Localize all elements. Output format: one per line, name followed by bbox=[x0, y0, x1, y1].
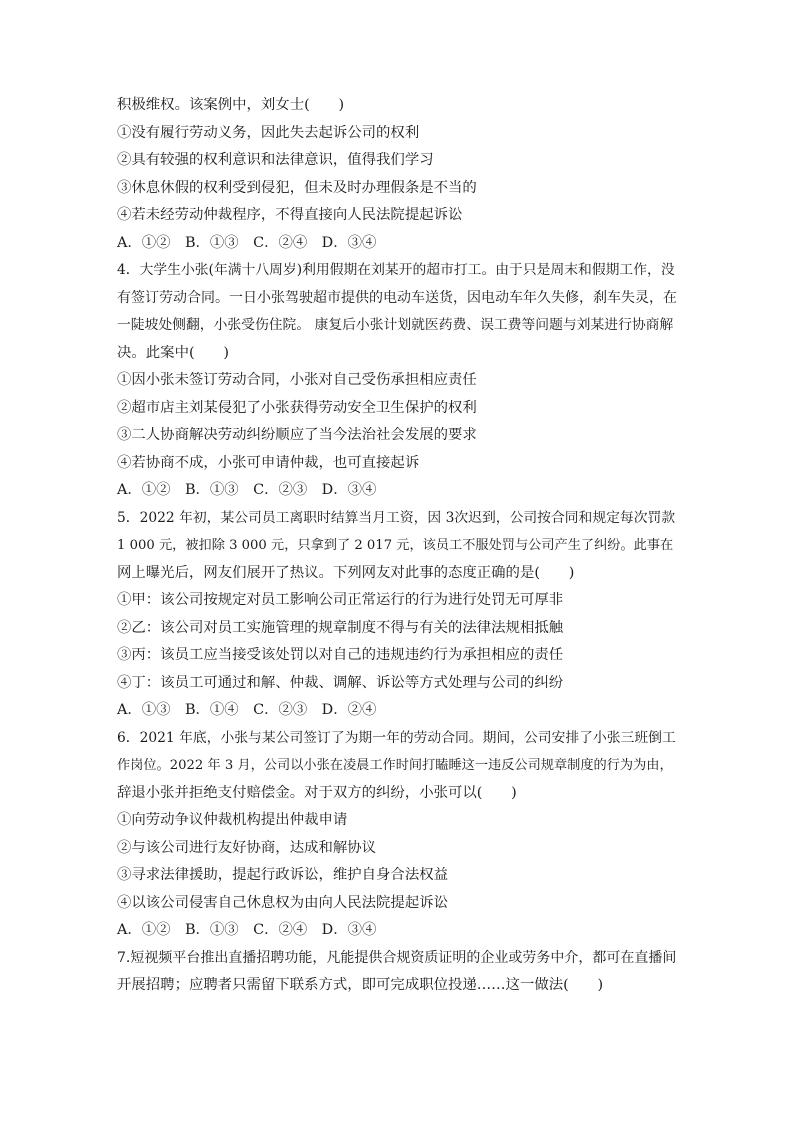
question-4-item-1: ①因小张未签订劳动合同，小张对自己受伤承担相应责任 bbox=[117, 372, 477, 388]
question-4-item-3: ③二人协商解决劳动纠纷顺应了当今法治社会发展的要求 bbox=[117, 427, 477, 443]
question-5-options: A．①③ B．①④ C．②③ D．②④ bbox=[117, 702, 377, 718]
question-3-item-2: ②具有较强的权利意识和法律意识，值得我们学习 bbox=[117, 152, 434, 168]
question-6-options: A．①② B．①③ C．②④ D．③④ bbox=[117, 922, 377, 938]
question-5-stem-line-1: 5．2022 年初，某公司员工离职时结算当月工资，因 3次迟到，公司按合同和规定每次罚款 bbox=[117, 509, 676, 526]
question-5-item-2: ②乙：该公司对员工实施管理的规章制度不得与有关的法律法规相抵触 bbox=[117, 619, 564, 636]
question-4-stem-line-4: 决。此案中( ) bbox=[117, 344, 229, 361]
question-6-stem-line-2: 作岗位。2022 年 3 月，公司以小张在凌晨工作时间打瞌睡这一违反公司规章制度的行为为由， bbox=[117, 758, 673, 773]
question-4-item-4: ④若协商不成，小张可申请仲裁，也可直接起诉 bbox=[117, 454, 420, 471]
question-5-item-1: ①甲：该公司按规定对员工影响公司正常运行的行为进行处罚无可厚非 bbox=[117, 592, 564, 608]
question-5 bbox=[117, 505, 679, 725]
question-4-stem-line-2: 有签订劳动合同。一日小张驾驶超市提供的电动车送货，因电动车年久失修，刹车失灵，在 bbox=[117, 289, 677, 306]
question-6-stem-line-3: 辞退小张并拒绝支付赔偿金。对于双方的纠纷，小张可以( ) bbox=[117, 784, 517, 801]
question-3-stem: 积极维权。该案例中，刘女士( ) bbox=[117, 97, 345, 113]
question-3 bbox=[117, 92, 679, 257]
question-3-item-1: ①没有履行劳动义务，因此失去起诉公司的权利 bbox=[117, 124, 420, 141]
question-4-stem-line-3: 一陡坡处侧翻，小张受伤住院。 康复后小张计划就医药费、误工费等问题与刘某进行协商解 bbox=[117, 317, 674, 333]
question-4-options: A．①② B．①③ C．②③ D．③④ bbox=[117, 482, 377, 498]
question-6-item-1: ①向劳动争议仲裁机构提出仲裁申请 bbox=[117, 812, 348, 828]
question-4 bbox=[117, 257, 679, 505]
question-7-stem-line-1: 7.短视频平台推出直播招聘功能，凡能提供合规资质证明的企业或劳务中介，都可在直播间 bbox=[117, 949, 677, 966]
question-5-item-3: ③丙：该员工应当接受该处罚以对自己的违规违约行为承担相应的责任 bbox=[117, 647, 564, 663]
question-4-item-2: ②超市店主刘某侵犯了小张获得劳动安全卫生保护的权利 bbox=[117, 399, 477, 416]
question-7 bbox=[117, 945, 679, 1000]
question-3-item-3: ③休息休假的权利受到侵犯，但未及时办理假条是不当的 bbox=[117, 179, 477, 196]
question-6-item-3: ③寻求法律援助，提起行政诉讼，维护自身合法权益 bbox=[117, 867, 448, 883]
question-5-stem-line-2: 1 000 元，被扣除 3 000 元，只拿到了 2 017 元，该员工不服处罚与公司产生了纠纷。此事在 bbox=[117, 538, 674, 553]
question-6-stem-line-1: 6．2021 年底，小张与某公司签订了为期一年的劳动合同。期间，公司安排了小张三班倒工 bbox=[117, 729, 676, 746]
question-5-stem-line-3: 网上曝光后，网友们展开了热议。下列网友对此事的态度正确的是( ) bbox=[117, 564, 575, 581]
question-3-item-4: ④若未经劳动仲裁程序，不得直接向人民法院提起诉讼 bbox=[117, 207, 463, 223]
question-3-options: A．①② B．①③ C．②④ D．③④ bbox=[117, 234, 377, 251]
question-6-item-2: ②与该公司进行友好协商，达成和解协议 bbox=[117, 839, 377, 856]
question-6-item-4: ④以该公司侵害自己休息权为由向人民法院提起诉讼 bbox=[117, 894, 448, 911]
question-7-stem-line-2: 开展招聘；应聘者只需留下联系方式，即可完成职位投递……这一做法( ) bbox=[117, 977, 604, 993]
document-page bbox=[117, 92, 679, 1000]
question-5-item-4: ④丁：该员工可通过和解、仲裁、调解、诉讼等方式处理与公司的纠纷 bbox=[117, 674, 564, 691]
question-6 bbox=[117, 725, 679, 945]
question-4-stem-line-1: 4．大学生小张(年满十八周岁)利用假期在刘某开的超市打工。由于只是周末和假期工作，没 bbox=[117, 262, 675, 278]
